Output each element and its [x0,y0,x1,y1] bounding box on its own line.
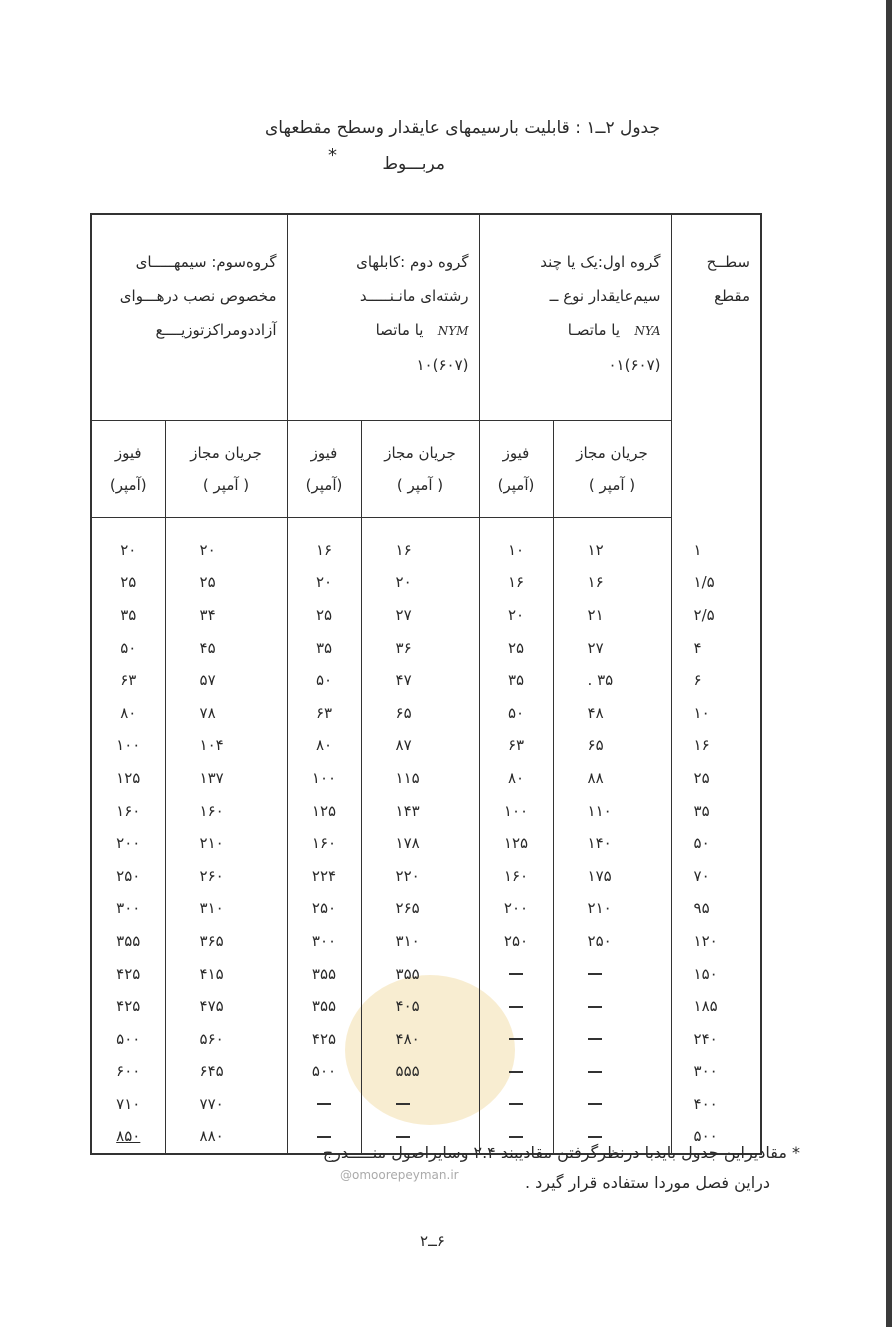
empty-dash [588,973,602,975]
header-group-2: گروه دوم :کابلهای رشته‌ای مانـنـــــد NYM یا ماتصا (۶۰۷)۱۰ [287,214,479,421]
table-row [91,827,761,860]
table-cell: ۶۳ [287,696,361,729]
empty-dash [509,1038,523,1040]
table-cell: ۲۰ [287,566,361,599]
table-cell: ۲۲۰ [361,859,479,892]
table-cell: ۳۵ [287,631,361,664]
table-cell: ۲۰۰ [479,892,553,925]
table-cell: ۲۱۰ [165,827,287,860]
table-cell: ۳۵ [479,664,553,697]
table-row [91,892,761,925]
table-row [91,957,761,990]
table-cell: ۴۲۵ [91,990,165,1023]
caption-line-1: جدول ۲ــ۱ : قابلیت بارسیمهای عایقدار وسطح مقطعهای [265,118,660,138]
page-edge-shadow [886,0,892,1327]
empty-dash [588,1006,602,1008]
table-cell: ۵۰ [287,664,361,697]
header-group-1: گروه اول:یک یا چند سیم‌عایقدار نوع ــ NYA یا ماتصـا (۶۰۷)۰۱ [479,214,671,421]
table-cell: ۱۲۵ [479,827,553,860]
current-capacity-table [90,213,762,1155]
table-row [91,599,761,632]
table-cell: ۳۵۵ [91,925,165,958]
table-cell: ۲۵ [91,566,165,599]
table-cell: ۱۶ [553,566,671,599]
table-cell: ۳۱۰ [361,925,479,958]
table-cell [553,1055,671,1088]
cell-cross-section: ۳۵ [671,794,761,827]
table-cell: ۲۲۴ [287,859,361,892]
table-cell: ۲۶۰ [165,859,287,892]
table-cell: ۳۰۰ [287,925,361,958]
cell-cross-section: ۳۰۰ [671,1055,761,1088]
table-cell: ۱۲۵ [91,762,165,795]
table-cell: ۱۶۰ [287,827,361,860]
table-row [91,990,761,1023]
table-cell: ۲۵۰ [287,892,361,925]
table-cell [479,1022,553,1055]
table-caption [120,110,660,182]
table-cell: ۱۴۳ [361,794,479,827]
table-cell: ۵۶۰ [165,1022,287,1055]
table-row [91,925,761,958]
table-cell: ۴۷ [361,664,479,697]
table-cell: ۲۵ [165,566,287,599]
table-cell: ۱۶۰ [165,794,287,827]
table-cell: ۱۶۰ [91,794,165,827]
table-cell: ۴۱۵ [165,957,287,990]
table-cell: ۳۴ [165,599,287,632]
cell-cross-section: ۹۵ [671,892,761,925]
cell-cross-section: ۱۵۰ [671,957,761,990]
table-cell: ۸۵۰ [91,1120,165,1154]
cell-cross-section: ۱/۵ [671,566,761,599]
table-cell: ۳۶ [361,631,479,664]
table-cell: ۴۲۵ [91,957,165,990]
table-cell: ۸۰ [91,696,165,729]
table-cell: ۲۵۰ [91,859,165,892]
table-cell: ۶۳ [91,664,165,697]
table-cell: ۸۸ [553,762,671,795]
subheader-fuse-1: فیوز (آمپر) [479,421,553,518]
table-cell [553,990,671,1023]
table-cell: ۲۱۰ [553,892,671,925]
table-cell: ۴۲۵ [287,1022,361,1055]
table-cell: ۱۲ [553,534,671,567]
subheader-current-1: جریان مجاز ( آمپر ) [553,421,671,518]
cell-cross-section: ۴ [671,631,761,664]
cell-cross-section: ۵۰ [671,827,761,860]
table-cell: ۴۷۵ [165,990,287,1023]
empty-dash [317,1103,331,1105]
watermark-text: @omoorepeyman.ir [340,1168,459,1182]
table-cell: ۶۵ [553,729,671,762]
table-cell [553,1088,671,1121]
table-cell: ۴۸ [553,696,671,729]
cell-cross-section: ۲/۵ [671,599,761,632]
table-cell: ۱۰۰ [91,729,165,762]
footnote-line-2: دراین فصل موردا ستفاده قرار گیرد . [524,1173,770,1192]
empty-dash [396,1103,410,1105]
table-cell: ۶۰۰ [91,1055,165,1088]
table-row [91,859,761,892]
empty-dash [509,973,523,975]
table-cell: ۵۷ [165,664,287,697]
subheader-fuse-3: فیوز (آمپر) [91,421,165,518]
header-cross-section: سطــح مقطع [671,214,761,518]
table-cell: ۱۷۸ [361,827,479,860]
table-cell: ۳۵۵ [361,957,479,990]
table-cell: ۲۵ [479,631,553,664]
table-cell: ۳۵۵ [287,957,361,990]
cell-cross-section: ۱ [671,534,761,567]
table-cell: ۱۶ [361,534,479,567]
table-cell: ۲۰۰ [91,827,165,860]
table-cell: ۳۵ . [553,664,671,697]
subheader-fuse-2: فیوز (آمپر) [287,421,361,518]
table-cell [479,1088,553,1121]
empty-dash [588,1103,602,1105]
table-cell: ۳۰۰ [91,892,165,925]
table-cell: ۱۱۰ [553,794,671,827]
table-cell: ۸۰ [287,729,361,762]
table-cell: ۸۰ [479,762,553,795]
table-row [91,534,761,567]
table-cell: ۲۰ [361,566,479,599]
table-cell: ۲۷ [553,631,671,664]
table-cell: ۱۰۴ [165,729,287,762]
table-cell [479,957,553,990]
footnote-line-1: * مقادیراین جدول بایدبا درنظرگرفتن مقادیبند ۲.۴ وسایراصول منـــــدرج [322,1143,800,1162]
caption-line-2: مربـــوط [382,154,445,174]
table-cell: ۴۰۵ [361,990,479,1023]
table-cell: ۲۰ [165,534,287,567]
table-cell [479,1055,553,1088]
empty-dash [588,1071,602,1073]
header-group-3: گروه‌سوم: سیمهـــــای مخصوص نصب درهـــوای آزاددومراکزتوزیــــع [91,214,287,421]
caption-footnote-star: * [328,145,337,166]
table-cell: ۱۶ [479,566,553,599]
table-cell: ۴۵ [165,631,287,664]
table-cell: ۵۰ [91,631,165,664]
table-cell [287,1088,361,1121]
table-cell: ۱۶۰ [479,859,553,892]
table-cell: ۷۷۰ [165,1088,287,1121]
table-cell: ۳۵۵ [287,990,361,1023]
table-cell: ۱۱۵ [361,762,479,795]
table-cell: ۸۷ [361,729,479,762]
table-cell: ۵۰۰ [287,1055,361,1088]
table-cell: ۲۶۵ [361,892,479,925]
table-cell: ۵۵۵ [361,1055,479,1088]
table-cell: ۳۱۰ [165,892,287,925]
table-row [91,1055,761,1088]
cell-cross-section: ۶ [671,664,761,697]
table-cell [361,1088,479,1121]
table-cell: ۸۸۰ [165,1120,287,1154]
table-cell: ۶۵ [361,696,479,729]
table-cell: ۴۸۰ [361,1022,479,1055]
cell-cross-section: ۵۰۰ [671,1120,761,1154]
table-cell [553,1022,671,1055]
table-cell: ۱۴۰ [553,827,671,860]
cell-cross-section: ۱۶ [671,729,761,762]
table-row [91,664,761,697]
table-cell: ۲۱ [553,599,671,632]
table-cell: ۶۴۵ [165,1055,287,1088]
subheader-current-2: جریان مجاز ( آمپر ) [361,421,479,518]
empty-dash [509,1103,523,1105]
empty-dash [509,1006,523,1008]
table-cell [553,957,671,990]
cell-cross-section: ۷۰ [671,859,761,892]
table-cell: ۲۵۰ [553,925,671,958]
table-row [91,1022,761,1055]
table-cell: ۷۱۰ [91,1088,165,1121]
subheader-current-3: جریان مجاز ( آمپر ) [165,421,287,518]
cell-cross-section: ۱۰ [671,696,761,729]
table-cell: ۵۰ [479,696,553,729]
table-cell: ۱۷۵ [553,859,671,892]
table-row [91,1088,761,1121]
table-cell: ۱۳۷ [165,762,287,795]
table-row [91,794,761,827]
empty-dash [509,1071,523,1073]
table-cell: ۲۵۰ [479,925,553,958]
table-cell: ۶۳ [479,729,553,762]
table-cell: ۵۰۰ [91,1022,165,1055]
table-cell: ۲۷ [361,599,479,632]
cell-cross-section: ۴۰۰ [671,1088,761,1121]
table-cell: ۲۰ [91,534,165,567]
table-cell: ۱۶ [287,534,361,567]
table-row [91,762,761,795]
table-cell: ۱۲۵ [287,794,361,827]
cell-cross-section: ۲۵ [671,762,761,795]
table-cell: ۳۵ [91,599,165,632]
table-cell: ۷۸ [165,696,287,729]
table-cell: ۲۰ [479,599,553,632]
table-row [91,696,761,729]
page-number: ۶ــ۲ [420,1232,445,1250]
table-cell: ۱۰۰ [287,762,361,795]
cell-cross-section: ۱۲۰ [671,925,761,958]
table-row [91,566,761,599]
cell-cross-section: ۱۸۵ [671,990,761,1023]
table-cell: ۱۰ [479,534,553,567]
table-row [91,729,761,762]
cell-cross-section: ۲۴۰ [671,1022,761,1055]
table-cell: ۳۶۵ [165,925,287,958]
table-row [91,631,761,664]
table-cell [479,990,553,1023]
empty-dash [588,1038,602,1040]
table-cell: ۱۰۰ [479,794,553,827]
table-cell: ۲۵ [287,599,361,632]
